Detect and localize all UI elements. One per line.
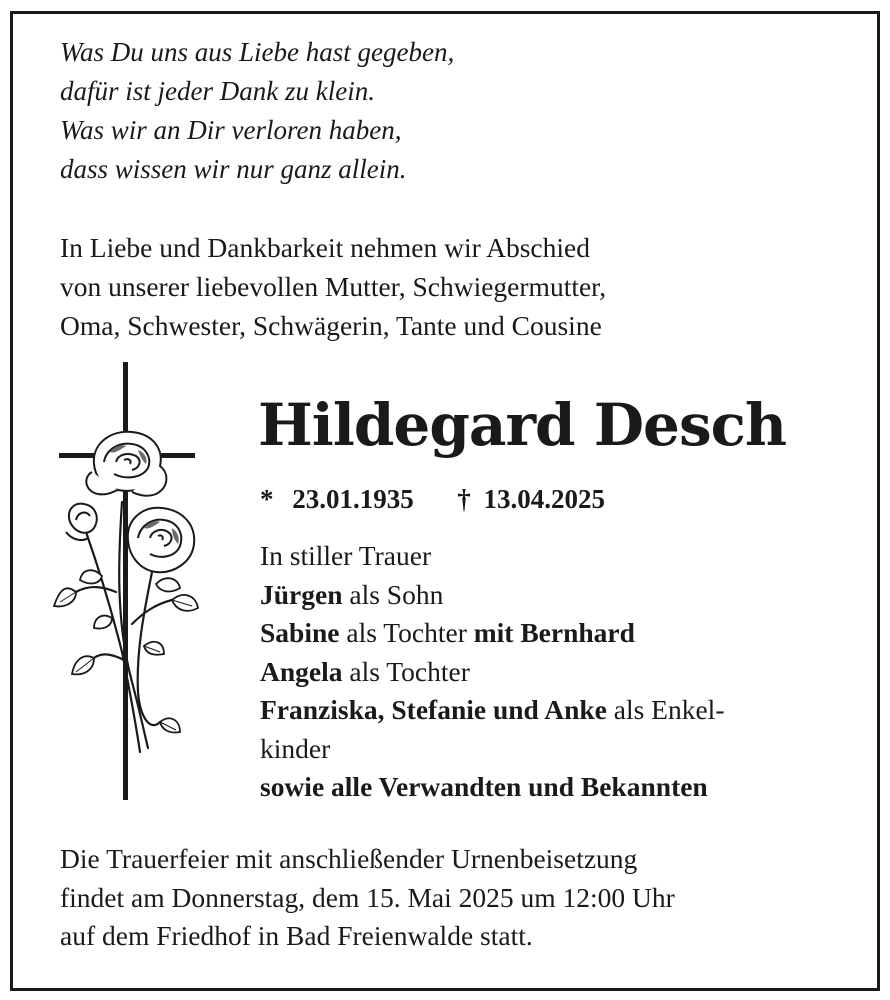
- birth-date: 23.01.1935: [292, 484, 414, 514]
- poem-line: dass wissen wir nur ganz allein.: [60, 154, 407, 184]
- mourner-name: Jürgen: [260, 578, 343, 610]
- mourners-heading: In stiller Trauer: [260, 540, 432, 571]
- mourner-name: Angela: [260, 655, 343, 687]
- list-item: [260, 576, 724, 615]
- ceremony-line: auf dem Friedhof in Bad Freienwalde statt.: [60, 920, 533, 951]
- mourners-list: [260, 537, 724, 807]
- list-item: [260, 614, 724, 653]
- cross-with-roses-icon: [52, 362, 202, 802]
- poem-line: Was Du uns aus Liebe hast gegeben,: [60, 37, 455, 67]
- mourner-relation-continuation: kinder: [260, 732, 331, 764]
- birth-symbol: *: [260, 484, 274, 514]
- ceremony-info: [60, 840, 675, 956]
- list-item: [260, 691, 724, 730]
- mourner-relation: als Tochter: [339, 617, 474, 648]
- mourner-name: Sabine: [260, 617, 340, 648]
- mourner-relation: als Enkel-: [606, 694, 725, 725]
- poem-line: Was wir an Dir verloren haben,: [60, 115, 402, 145]
- deceased-name: Hildegard Desch: [258, 391, 787, 459]
- list-item: [260, 653, 724, 692]
- mourner-name: Franziska, Stefanie und Anke: [260, 694, 607, 725]
- mourners-closing-text: sowie alle Verwandten und Bekannten: [260, 771, 708, 802]
- death-date: 13.04.2025: [483, 484, 605, 514]
- poem: [60, 33, 454, 189]
- poem-line: dafür ist jeder Dank zu klein.: [60, 76, 375, 106]
- mourner-partner: mit Bernhard: [473, 617, 635, 648]
- mourner-relation: als Tochter: [342, 655, 470, 687]
- death-symbol: †: [457, 484, 471, 514]
- intro-line: In Liebe und Dankbarkeit nehmen wir Abschied: [60, 232, 590, 263]
- mourner-relation: als Sohn: [342, 578, 444, 610]
- intro-line: Oma, Schwester, Schwägerin, Tante und Cousine: [60, 310, 602, 341]
- life-dates: [260, 482, 605, 516]
- mourners-closing: [260, 768, 724, 807]
- intro-line: von unserer liebevollen Mutter, Schwiegermutter,: [60, 271, 607, 302]
- intro-text: [60, 228, 606, 345]
- ceremony-line: Die Trauerfeier mit anschließender Urnenbeisetzung: [60, 843, 638, 874]
- ceremony-line: findet am Donnerstag, dem 15. Mai 2025 um 12:00 Uhr: [60, 881, 675, 913]
